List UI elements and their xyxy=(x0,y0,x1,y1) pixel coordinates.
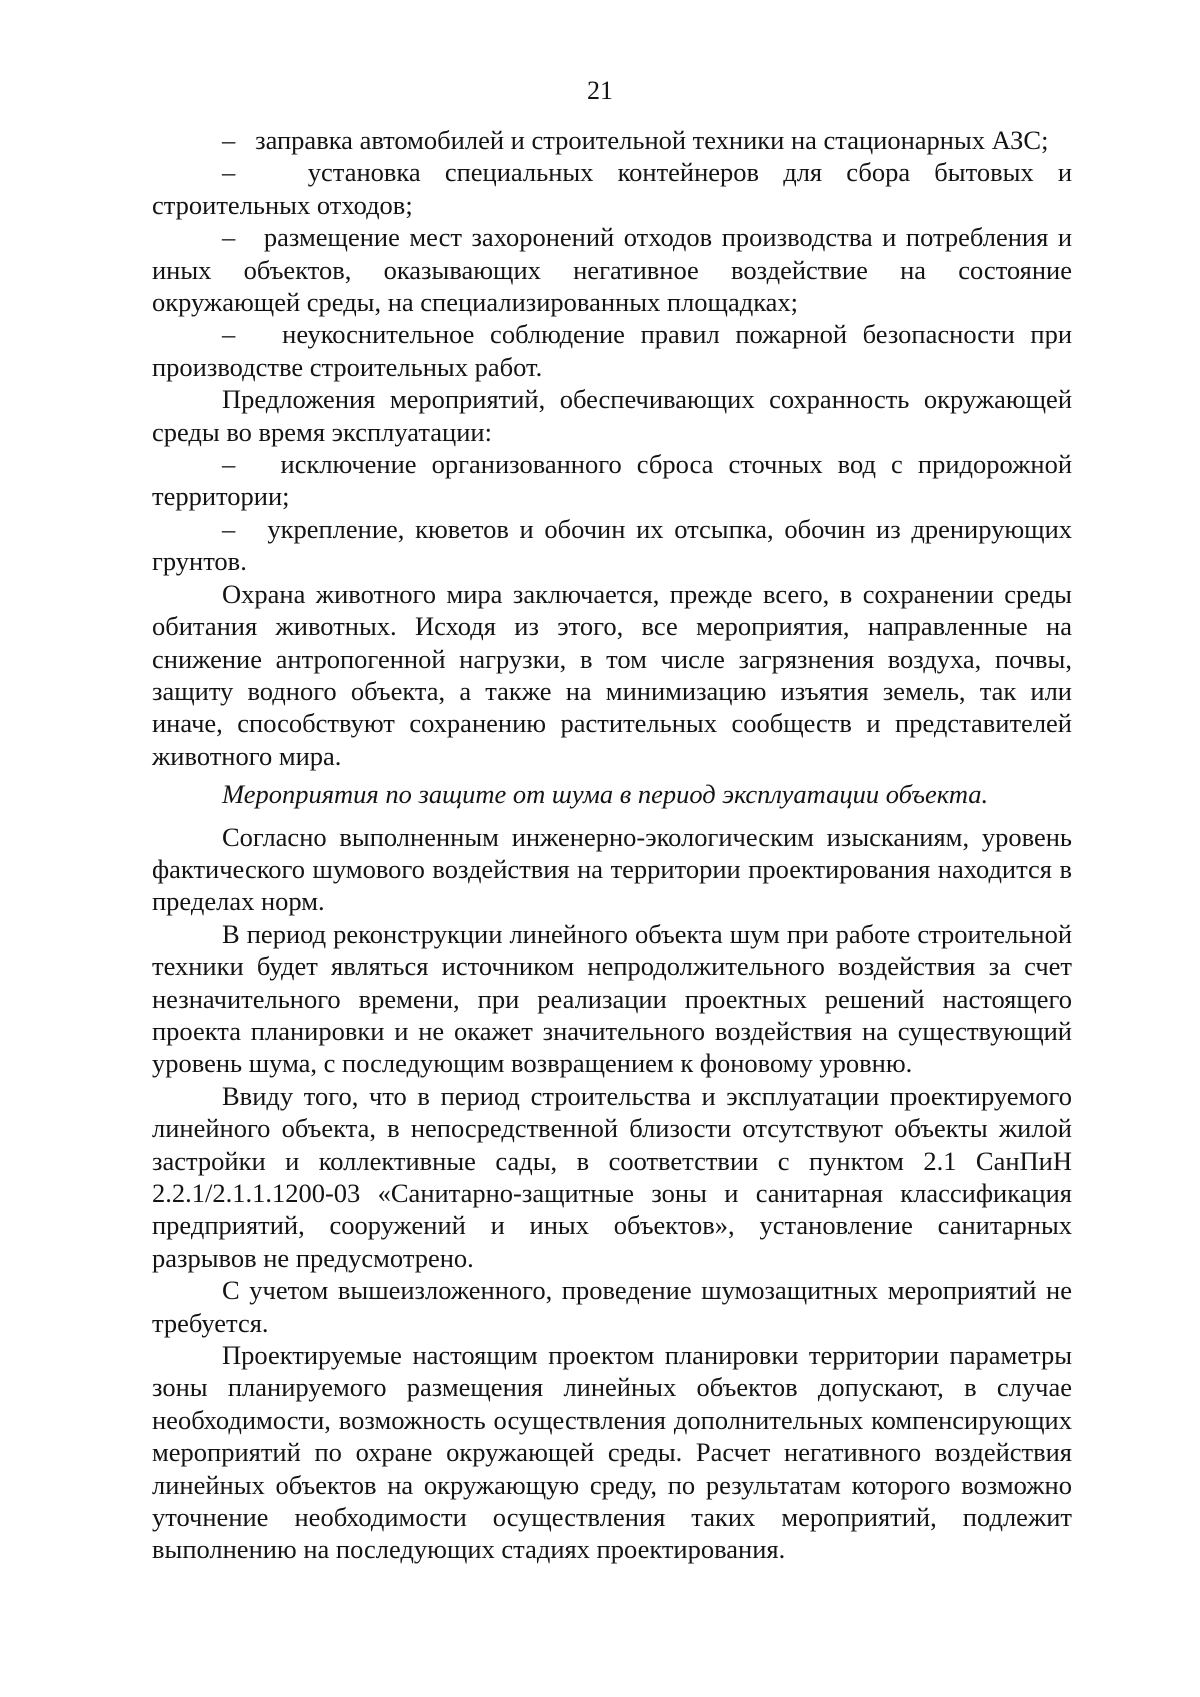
list-item: – размещение мест захоронений отходов производства и потребления и иных объектов, оказывающих негативное воздействие на состояние окружающей среды, на специализированных площадках; xyxy=(152,221,1072,318)
list-item: – укрепление, кюветов и обочин их отсыпка, обочин из дренирующих грунтов. xyxy=(152,513,1072,578)
paragraph: Проектируемые настоящим проектом планировки территории параметры зоны планируемого размещения линейных объектов допускают, в случае необходимости, возможность осуществления дополнительных компенсирующих мероприятий по охране окружающей среды. Расчет негативного воздействия линейных объектов на окружающую среду, по результатам которого возможно уточнение необходимости осуществления таких мероприятий, подлежит выполнению на последующих стадиях проектирования. xyxy=(152,1340,1072,1565)
paragraph: Предложения мероприятий, обеспечивающих сохранность окружающей среды во время эксплуатации: xyxy=(152,384,1072,447)
paragraph: Ввиду того, что в период строительства и эксплуатации проектируемого линейного объекта, в непосредственной близости отсутствуют объекты жилой застройки и коллективные сады, в соответствии с пунктом 2.1 СанПиН 2.2.1/2.1.1.1200-03 «Санитарно-защитные зоны и санитарная классификация предприятий, сооружений и иных объектов», установление санитарных разрывов не предусмотрено. xyxy=(152,1080,1072,1273)
section-heading: Мероприятия по защите от шума в период эксплуатации объекта. xyxy=(222,779,989,810)
paragraph: Охрана животного мира заключается, прежде всего, в сохранении среды обитания животных. Исходя из этого, все мероприятия, направленные на снижение антропогенной нагрузки, в том числе загрязнения воздуха, почвы, защиту водного объекта, а также на минимизацию изъятия земель, так или иначе, способствуют сохранению растительных сообществ и представителей животного мира. xyxy=(152,578,1072,771)
list-item: – установка специальных контейнеров для сбора бытовых и строительных отходов; xyxy=(152,156,1072,221)
paragraph: В период реконструкции линейного объекта шум при работе строительной техники будет являться источником непродолжительного воздействия за счет незначительного времени, при реализации проектных решений настоящего проекта планировки и не окажет значительного воздействия на существующий уровень шума, с последующим возвращением к фоновому уровню. xyxy=(152,918,1072,1079)
document-body xyxy=(152,124,1072,1566)
paragraph: Согласно выполненным инженерно-экологическим изысканиям, уровень фактического шумового воздействия на территории проектирования находится в пределах норм. xyxy=(152,821,1072,917)
list-item: – неукоснительное соблюдение правил пожарной безопасности при производстве строительных работ. xyxy=(152,318,1072,383)
list-item: – исключение организованного сброса сточных вод с придорожной территории; xyxy=(152,448,1072,513)
list-item: – заправка автомобилей и строительной техники на стационарных АЗС; xyxy=(152,124,1072,156)
page-number: 21 xyxy=(587,76,613,105)
paragraph: С учетом вышеизложенного, проведение шумозащитных мероприятий не требуется. xyxy=(152,1275,1072,1338)
